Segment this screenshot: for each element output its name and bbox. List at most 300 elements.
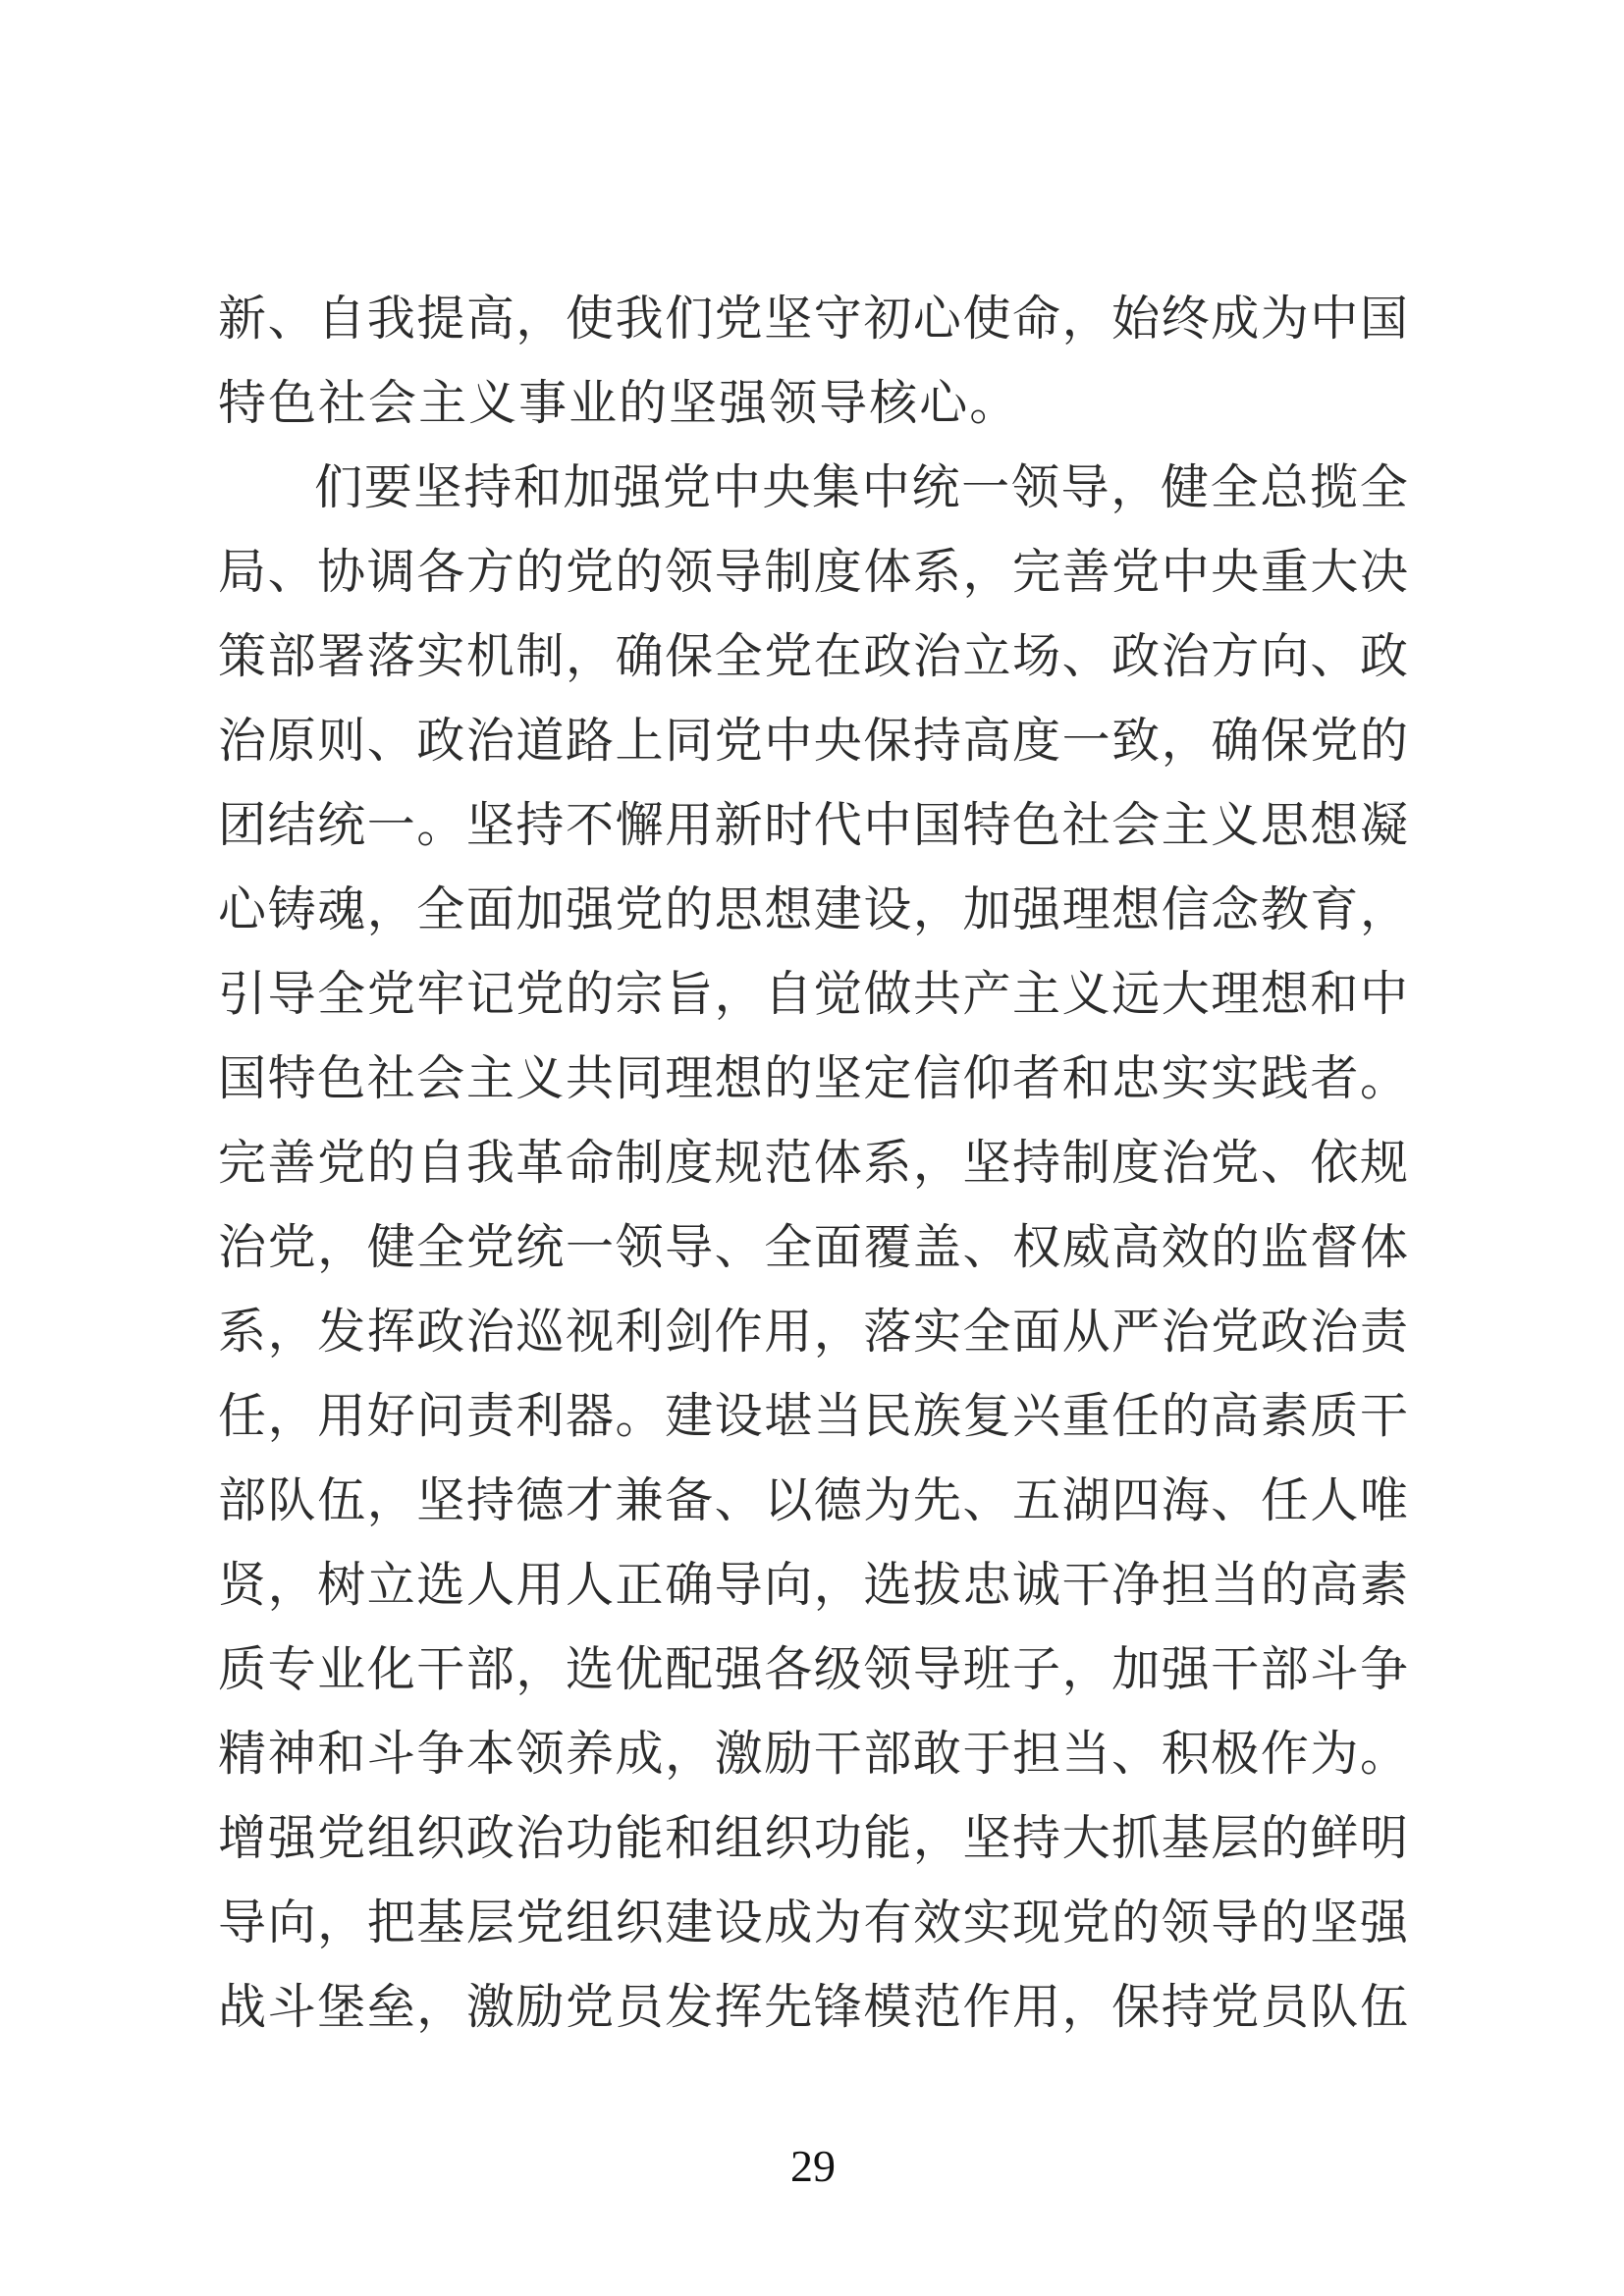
text-char: 备 [665, 1473, 714, 1527]
text-char: 体 [863, 545, 912, 599]
text-char: 领 [863, 1642, 912, 1696]
text-char: 我 [615, 292, 664, 346]
text-char: 规 [1359, 1136, 1408, 1190]
text-char: 净 [1111, 1558, 1161, 1612]
text-line [218, 611, 1408, 695]
text-char: 落 [366, 629, 415, 683]
text-char: 以 [764, 1473, 813, 1527]
text-line [218, 1539, 1408, 1624]
text-char: 们 [314, 460, 363, 514]
text-char: 模 [863, 1980, 912, 2034]
text-char: 湖 [1061, 1473, 1110, 1527]
text-char: 作 [962, 1980, 1011, 2034]
text-char: 主 [1012, 967, 1061, 1021]
text-char: 度 [1012, 714, 1061, 768]
text-char: 懈 [615, 798, 664, 852]
text-char: 高 [1211, 1389, 1260, 1443]
text-char: 用 [665, 798, 714, 852]
text-char: 思 [714, 882, 763, 936]
text-char: 复 [962, 1389, 1011, 1443]
text-char: 义 [515, 1051, 565, 1105]
text-char: 任 [1260, 1473, 1309, 1527]
text-char: 能 [863, 1811, 912, 1865]
text-char: 人 [1310, 1473, 1359, 1527]
text-char: 使 [962, 292, 1011, 346]
text-char: 立 [366, 1558, 415, 1612]
text-char: 保 [1111, 1980, 1161, 2034]
text-char: 党 [515, 1896, 565, 1949]
text-char: 坚 [465, 798, 514, 852]
text-char: 伍 [1359, 1980, 1408, 2034]
text-char: 选 [565, 1642, 614, 1696]
text-line [218, 1455, 1408, 1539]
text-char: 远 [1111, 967, 1161, 1021]
text-char: 强 [1161, 1642, 1210, 1696]
text-char: 作 [714, 1305, 763, 1359]
text-char: 社 [318, 376, 369, 430]
text-char: 党 [1211, 1980, 1260, 2034]
text-char: 统 [911, 460, 960, 514]
text-char: 持 [1012, 1811, 1061, 1865]
text-char: 激 [465, 1980, 514, 2034]
text-char: 全 [764, 1220, 813, 1274]
text-char: 一 [961, 460, 1010, 514]
text-char: 坚 [1310, 1896, 1359, 1949]
text-char: 干 [1061, 1558, 1110, 1612]
text-char: 树 [317, 1558, 366, 1612]
text-char: 严 [1111, 1305, 1161, 1359]
text-char: 统 [317, 798, 366, 852]
text-char: ， [515, 292, 565, 346]
text-char: 守 [813, 292, 862, 346]
text-char: 健 [1160, 460, 1209, 514]
text-char: 业 [568, 376, 620, 430]
text-char: 想 [1260, 967, 1309, 1021]
text-char: 的 [565, 967, 614, 1021]
text-char: ， [366, 1473, 415, 1527]
text-char: 队 [1310, 1980, 1359, 2034]
text-char: 的 [665, 882, 714, 936]
text-char: 实 [1161, 1051, 1210, 1105]
text-char: 现 [1012, 1896, 1061, 1949]
text-char: 导 [1060, 460, 1110, 514]
text-char: 任 [218, 1389, 267, 1443]
text-char: ， [1061, 1980, 1110, 2034]
text-char: 基 [1161, 1811, 1210, 1865]
text-char: ， [1061, 1642, 1110, 1696]
text-char: 当 [1211, 1558, 1260, 1612]
text-char: 大 [1161, 967, 1210, 1021]
text-char: 实 [912, 1305, 961, 1359]
text-char: 党 [1310, 714, 1359, 768]
text-char: 信 [912, 1051, 961, 1105]
text-char: 领 [615, 1220, 664, 1274]
text-char: ， [813, 1558, 862, 1612]
text-char: 高 [465, 292, 514, 346]
text-char: 治 [218, 1220, 267, 1274]
text-char: 伍 [317, 1473, 366, 1527]
text-char: 党 [565, 545, 614, 599]
text-char: 实 [962, 1896, 1011, 1949]
text-char: 结 [267, 798, 316, 852]
text-char: 利 [515, 1389, 565, 1443]
text-char: 斗 [366, 1727, 415, 1781]
text-char: 局 [218, 545, 267, 599]
text-char: 场 [1012, 629, 1061, 683]
text-char: 用 [317, 1389, 366, 1443]
text-char: 为 [813, 1896, 862, 1949]
text-char: 领 [515, 1727, 565, 1781]
text-char: 党 [714, 714, 763, 768]
text-char: 党 [1061, 1896, 1110, 1949]
text-char: ， [317, 1220, 366, 1274]
text-char: 治 [218, 714, 267, 768]
text-char: 视 [565, 1305, 614, 1359]
text-char: 的 [1260, 1896, 1309, 1949]
text-char: 治 [465, 714, 514, 768]
text-char: 自 [416, 1136, 465, 1190]
text-char: 署 [317, 629, 366, 683]
text-char: 敢 [912, 1727, 961, 1781]
text-char: 总 [1260, 460, 1309, 514]
text-char: 全 [416, 882, 465, 936]
text-char: 坚 [962, 1136, 1011, 1190]
text-char: 民 [863, 1389, 912, 1443]
text-char: 要 [363, 460, 412, 514]
text-char: 正 [615, 1558, 664, 1612]
text-char: 全 [962, 1305, 1011, 1359]
text-char: 善 [267, 1136, 316, 1190]
text-char: 唯 [1359, 1473, 1408, 1527]
text-char: 共 [912, 967, 961, 1021]
text-char: ， [1359, 882, 1408, 936]
text-char: 中 [712, 460, 761, 514]
text-char: 精 [218, 1727, 267, 1781]
text-char: 规 [714, 1136, 763, 1190]
text-char: 挥 [714, 1980, 763, 2034]
text-line [218, 1792, 1408, 1877]
text-char: 抓 [1111, 1811, 1161, 1865]
page-number: 29 [790, 2141, 836, 2191]
text-char: 组 [565, 1896, 614, 1949]
text-char: 同 [615, 1051, 664, 1105]
text-line [218, 779, 1408, 864]
text-char: 向 [267, 1896, 316, 1949]
text-char: 我 [465, 1136, 514, 1190]
text-char: 组 [714, 1811, 763, 1865]
text-char: 效 [912, 1896, 961, 1949]
text-char: 垒 [366, 1980, 415, 2034]
text-char: 革 [515, 1136, 565, 1190]
text-char: 的 [1161, 1389, 1210, 1443]
text-char: 政 [465, 1811, 514, 1865]
text-char: 当 [1061, 1727, 1110, 1781]
text-char: 自 [317, 292, 366, 346]
text-char: 致 [1111, 714, 1161, 768]
text-char: 保 [665, 629, 714, 683]
text-char: 、 [267, 545, 316, 599]
text-char: 机 [465, 629, 514, 683]
text-char: 同 [665, 714, 714, 768]
text-char: 极 [1211, 1727, 1260, 1781]
text-char: 国 [218, 1051, 267, 1105]
text-char: 德 [515, 1473, 565, 1527]
text-line [218, 948, 1408, 1033]
text-char: 层 [465, 1896, 514, 1949]
text-char: 者 [1012, 1051, 1061, 1105]
text-char: 大 [1061, 1811, 1110, 1865]
text-char: 成 [615, 1727, 664, 1781]
text-char: 和 [513, 460, 562, 514]
text-char: 国 [912, 798, 961, 852]
text-char: ， [813, 1305, 862, 1359]
text-char: 央 [813, 714, 862, 768]
text-char: 坚 [813, 1051, 862, 1105]
text-char: 强 [719, 376, 770, 430]
text-char: 我 [366, 292, 415, 346]
text-char: 人 [565, 1558, 614, 1612]
text-char: 为 [863, 1473, 912, 1527]
text-line [218, 526, 1408, 611]
text-char: 强 [1359, 1896, 1408, 1949]
text-char: 明 [1359, 1811, 1408, 1865]
text-char: 重 [1061, 1389, 1110, 1443]
text-char: 色 [317, 1051, 366, 1105]
text-char: 统 [515, 1220, 565, 1274]
text-char: 路 [565, 714, 614, 768]
text-line [218, 357, 1408, 442]
text-char: 任 [1111, 1389, 1161, 1443]
text-char: 用 [515, 1558, 565, 1612]
text-char: 各 [416, 545, 465, 599]
text-char: 治 [1161, 629, 1210, 683]
text-char: 中 [1161, 545, 1210, 599]
text-char: 选 [863, 1558, 912, 1612]
text-char: 的 [615, 545, 664, 599]
text-char: 高 [962, 714, 1011, 768]
text-char: 理 [1211, 967, 1260, 1021]
text-char: 制 [1061, 1136, 1110, 1190]
text-char: 当 [813, 1389, 862, 1443]
text-char: 设 [714, 1389, 763, 1443]
text-char: 兴 [1012, 1389, 1061, 1443]
text-char: 和 [1061, 1051, 1110, 1105]
text-char: 四 [1111, 1473, 1161, 1527]
text-char: 责 [1359, 1305, 1408, 1359]
text-char: 和 [317, 1727, 366, 1781]
text-char: 特 [962, 798, 1011, 852]
text-char: 功 [565, 1811, 614, 1865]
text-char: 色 [1012, 798, 1061, 852]
text-char: 决 [1359, 545, 1408, 599]
text-line [218, 1877, 1408, 1961]
text-char: 质 [1310, 1389, 1359, 1443]
text-char: 体 [813, 1136, 862, 1190]
text-char: 社 [366, 1051, 415, 1105]
text-char: 事 [518, 376, 569, 430]
text-line [218, 1201, 1408, 1286]
text-line [218, 1286, 1408, 1370]
text-char: 有 [863, 1896, 912, 1949]
text-char: 想 [1310, 798, 1359, 852]
text-char: 强 [1012, 882, 1061, 936]
text-char: 央 [762, 460, 811, 514]
text-char: ， [515, 1642, 565, 1696]
text-char: 制 [764, 545, 813, 599]
text-char: 选 [416, 1558, 465, 1612]
text-char: 终 [1161, 292, 1210, 346]
text-char: 员 [615, 1980, 664, 2034]
text-char: 定 [863, 1051, 912, 1105]
text-char: 组 [366, 1811, 415, 1865]
text-char: 能 [615, 1811, 664, 1865]
text-line [218, 1624, 1408, 1708]
text-line [218, 1708, 1408, 1792]
text-char: 不 [565, 798, 614, 852]
text-char: 理 [665, 1051, 714, 1105]
text-char: 养 [565, 1727, 614, 1781]
text-char: 协 [317, 545, 366, 599]
text-char: 强 [613, 460, 662, 514]
text-char: 持 [465, 1473, 514, 1527]
text-char: 部 [863, 1727, 912, 1781]
text-char: 想 [714, 1051, 763, 1105]
text-char: 层 [1211, 1811, 1260, 1865]
text-char: 全 [714, 629, 763, 683]
text-char: 中 [764, 714, 813, 768]
text-char: 、 [1061, 629, 1110, 683]
text-char: 持 [1161, 1980, 1210, 2034]
text-char: 发 [665, 1980, 714, 2034]
text-char: 为 [1260, 292, 1309, 346]
text-char: 中 [861, 460, 910, 514]
text-char: 时 [764, 798, 813, 852]
text-char: 产 [962, 967, 1011, 1021]
text-char: 揽 [1310, 460, 1359, 514]
text-line [218, 695, 1408, 779]
text-char: 确 [1211, 714, 1260, 768]
text-char: 者 [1310, 1051, 1359, 1105]
text-char: 堡 [317, 1980, 366, 2034]
text-char: ， [416, 1980, 465, 2034]
text-char: 央 [1211, 545, 1260, 599]
text-char: 全 [1359, 460, 1408, 514]
text-char: 义 [1211, 798, 1260, 852]
text-char: 争 [1359, 1642, 1408, 1696]
text-char: 。 [1359, 1727, 1408, 1781]
text-char: 导 [714, 545, 763, 599]
text-char: 锋 [813, 1980, 862, 2034]
text-char: ， [912, 1136, 961, 1190]
text-char: 党 [662, 460, 711, 514]
text-char: 的 [764, 1051, 813, 1105]
text-char: 策 [218, 629, 267, 683]
text-char: 系 [863, 1136, 912, 1190]
text-char: 道 [515, 714, 565, 768]
text-char: ， [565, 629, 614, 683]
text-char: ， [962, 545, 1011, 599]
text-char: 治 [1161, 1305, 1210, 1359]
text-char: 斗 [1310, 1642, 1359, 1696]
text-char: 一 [565, 1220, 614, 1274]
text-char: ， [912, 1811, 961, 1865]
text-char: 导 [912, 1642, 961, 1696]
text-char: 斗 [267, 1980, 316, 2034]
text-char: 命 [1012, 292, 1061, 346]
text-char: 用 [1012, 1980, 1061, 2034]
text-char: 实 [1211, 1051, 1260, 1105]
text-char: 加 [563, 460, 612, 514]
text-char: 、 [1260, 1136, 1309, 1190]
text-line [218, 1117, 1408, 1201]
text-char: 做 [863, 967, 912, 1021]
text-char: 效 [1161, 1220, 1210, 1274]
text-char: 命 [565, 1136, 614, 1190]
text-char: 加 [515, 882, 565, 936]
text-char: 调 [366, 545, 415, 599]
text-char: 治 [515, 1811, 565, 1865]
text-line [218, 1370, 1408, 1455]
text-char: 觉 [813, 967, 862, 1021]
text-char: ， [366, 882, 415, 936]
text-char: 新 [218, 292, 267, 346]
text-char: 强 [267, 1811, 316, 1865]
text-char: 践 [1260, 1051, 1309, 1105]
text-char: 诚 [1012, 1558, 1061, 1612]
text-char: 党 [565, 1980, 614, 2034]
text-char: 则 [317, 714, 366, 768]
text-char: 范 [912, 1980, 961, 2034]
text-char: 强 [714, 1642, 763, 1696]
text-char: 的 [1260, 1811, 1309, 1865]
text-char: 导 [218, 1896, 267, 1949]
text-char: 督 [1310, 1220, 1359, 1274]
text-char: 信 [1161, 882, 1210, 936]
text-char: 自 [764, 967, 813, 1021]
text-char: 制 [515, 629, 565, 683]
text-line [218, 1033, 1408, 1117]
text-char: 凝 [1359, 798, 1408, 852]
text-char: 宗 [615, 967, 664, 1021]
text-char: 们 [665, 292, 714, 346]
text-char: 义 [468, 376, 519, 430]
text-char: 系 [218, 1305, 267, 1359]
text-char: 的 [1211, 1220, 1260, 1274]
text-char: 的 [619, 376, 670, 430]
text-char: 员 [1260, 1980, 1309, 2034]
text-char: 向 [1260, 629, 1309, 683]
text-char: 引 [218, 967, 267, 1021]
text-char: 挥 [366, 1305, 415, 1359]
text-char: 激 [714, 1727, 763, 1781]
text-char: 部 [1260, 1642, 1309, 1696]
text-char: 会 [368, 376, 419, 430]
text-char: 部 [465, 1642, 514, 1696]
text-char: 质 [218, 1642, 267, 1696]
text-char: 忠 [962, 1558, 1011, 1612]
text-char: 。 [416, 798, 465, 852]
text-char: 监 [1260, 1220, 1309, 1274]
text-char: 利 [615, 1305, 664, 1359]
text-line [218, 864, 1408, 948]
text-char: 大 [1310, 545, 1359, 599]
text-char: 巡 [515, 1305, 565, 1359]
text-char: 核 [869, 376, 920, 430]
text-char: 念 [1211, 882, 1260, 936]
text-char: 始 [1111, 292, 1161, 346]
text-char: 德 [813, 1473, 862, 1527]
text-char: 一 [366, 798, 415, 852]
